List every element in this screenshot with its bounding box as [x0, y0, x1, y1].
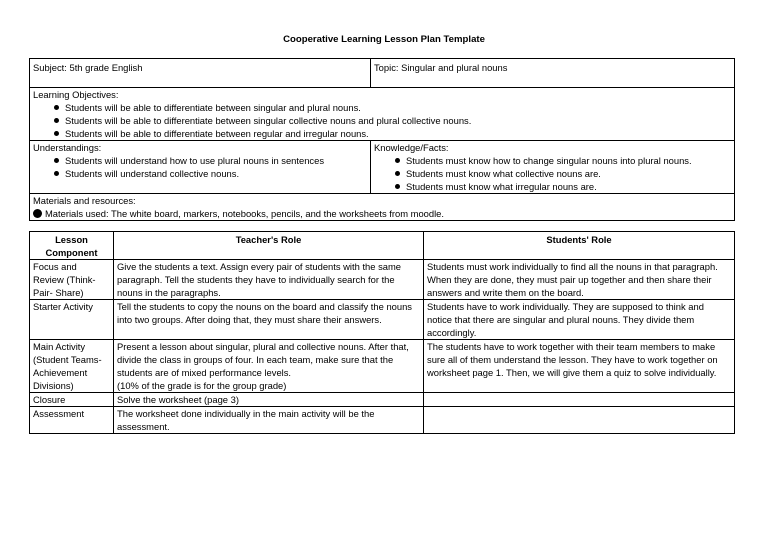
students-role-cell [424, 407, 735, 434]
bullet-icon [33, 209, 42, 218]
component-cell: Starter Activity [30, 300, 114, 340]
teacher-role-cell: Tell the students to copy the nouns on the board and classify the nouns into two groups. After doing that, they must share their answers. [114, 300, 424, 340]
materials-heading: Materials and resources: [33, 195, 136, 206]
topic-text: Topic: Singular and plural nouns [374, 62, 508, 73]
understanding-item: Students will understand collective nouns. [33, 167, 367, 180]
teacher-role-cell [114, 340, 424, 393]
component-cell: Closure [30, 393, 114, 407]
objectives-heading: Learning Objectives: [33, 89, 119, 100]
knowledge-item: Students must know what irregular nouns are. [374, 180, 731, 193]
understandings-cell [30, 141, 371, 194]
knowledge-item: Students must know how to change singular nouns into plural nouns. [374, 154, 731, 167]
objective-item: Students will be able to differentiate between singular and plural nouns. [33, 101, 731, 114]
teacher-role-text: Present a lesson about singular, plural and collective nouns. After that, divide the class in groups of four. In each team, make sure that the students are of mixed performance levels. [117, 341, 409, 378]
table-row [30, 407, 735, 434]
document-title: Cooperative Learning Lesson Plan Template [283, 34, 485, 45]
header-teachers-role: Teacher's Role [114, 232, 424, 260]
understandings-list [33, 154, 367, 180]
roles-table [29, 231, 735, 434]
objective-item: Students will be able to differentiate between singular collective nouns and plural collective nouns. [33, 114, 731, 127]
header-lesson-component: Lesson Component [30, 232, 114, 260]
knowledge-heading: Knowledge/Facts: [374, 142, 449, 153]
objectives-cell [30, 88, 735, 141]
objective-item: Students will be able to differentiate between regular and irregular nouns. [33, 127, 731, 140]
understandings-heading: Understandings: [33, 142, 102, 153]
grade-note: (10% of the grade is for the group grade) [117, 380, 287, 391]
knowledge-list [374, 154, 731, 193]
table-row [30, 300, 735, 340]
component-cell: Assessment [30, 407, 114, 434]
teacher-role-cell: Give the students a text. Assign every pair of students with the same paragraph. Tell the students they have to individually search for the nouns in the paragraphs. [114, 260, 424, 300]
materials-text: Materials used: The white board, markers, notebooks, pencils, and the worksheets from moodle. [45, 208, 444, 219]
header-students-role: Students' Role [424, 232, 735, 260]
teacher-role-cell: Solve the worksheet (page 3) [114, 393, 424, 407]
table-row [30, 340, 735, 393]
component-cell: Focus and Review (Think-Pair- Share) [30, 260, 114, 300]
subject-text: Subject: 5th grade English [33, 62, 143, 73]
table-row [30, 393, 735, 407]
materials-item [33, 207, 731, 220]
understanding-item: Students will understand how to use plural nouns in sentences [33, 154, 367, 167]
topic-cell [371, 59, 735, 88]
subject-cell [30, 59, 371, 88]
lesson-info-table [29, 58, 735, 221]
students-role-cell: Students must work individually to find all the nouns in that paragraph. When they are done, they must pair up together and then share their answers and write them on the board. [424, 260, 735, 300]
teacher-role-cell: The worksheet done individually in the main activity will be the assessment. [114, 407, 424, 434]
table-row [30, 260, 735, 300]
students-role-cell: Students have to work individually. They are supposed to think and notice that there are singular and plural nouns. They divide them accordingly. [424, 300, 735, 340]
objectives-list [33, 101, 731, 140]
materials-cell [30, 194, 735, 221]
knowledge-item: Students must know what collective nouns are. [374, 167, 731, 180]
students-role-cell [424, 393, 735, 407]
component-cell: Main Activity (Student Teams-Achievement Divisions) [30, 340, 114, 393]
students-role-cell: The students have to work together with their team members to make sure all of them understand the lesson. They have to work together on worksheet page 1. Then, we will give them a quiz to solve individually. [424, 340, 735, 393]
knowledge-cell [371, 141, 735, 194]
